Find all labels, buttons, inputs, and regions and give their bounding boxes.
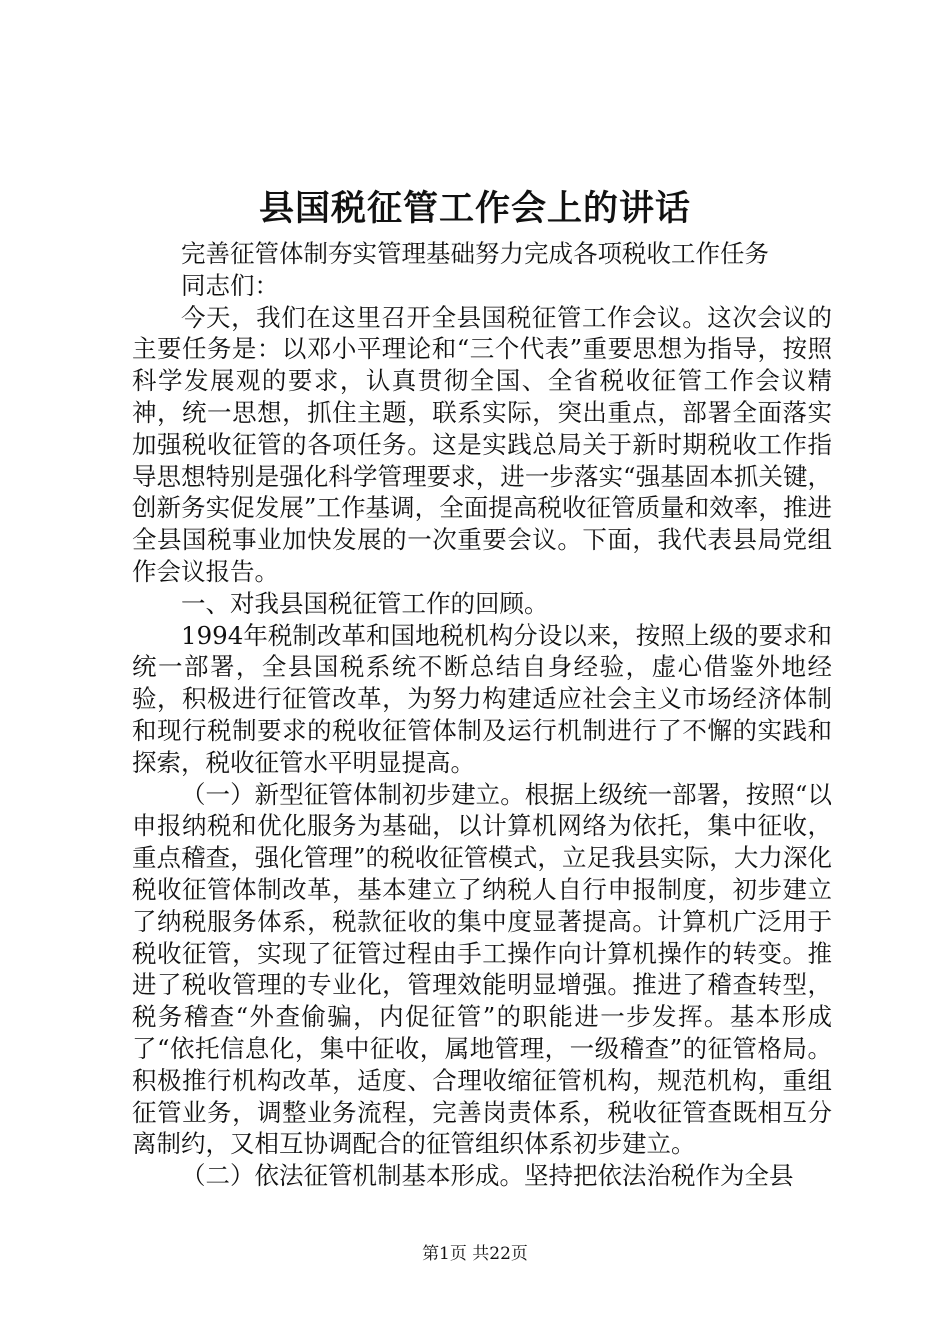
paragraph: （一）新型征管体制初步建立。根据上级统一部署，按照“以申报纳税和优化服务为基础，以计算机网络为依托，集中征收，重点稽查，强化管理”的税收征管模式，立足我县实际，大力深化税收征管体制改革，基本建立了纳税人自行申报制度，初步建立了纳税服务体系，税款征收的集中度显著提高。计算机广泛用于税收征管，实现了征管过程由手工操作向计算机操作的转变。推进了税收管理的专业化，管理效能明显增强。推进了稽查转型，税务稽查“外查偷骗，内促征管”的职能进一步发挥。基本形成了“依托信息化，集中征收，属地管理，一级稽查”的征管格局。积极推行机构改革，适度、合理收缩征管机构，规范机构，重组征管业务，调整业务流程，完善岗责体系，税收征管查既相互分离制约，又相互协调配合的征管组织体系初步建立。 <box>132 779 832 1159</box>
paragraph: （二）依法征管机制基本形成。坚持把依法治税作为全县 <box>181 1161 794 1191</box>
paragraph: 1994年税制改革和国地税机构分设以来，按照上级的要求和统一部署，全县国税系统不断总结自身经验，虚心借鉴外地经验，积极进行征管改革，为努力构建适应社会主义市场经济体制和现行税制要求的税收征管体制及运行机制进行了不懈的实践和探索，税收征管水平明显提高。 <box>132 620 832 777</box>
document-body <box>132 238 832 1192</box>
section-heading: 一、对我县国税征管工作的回顾。 <box>181 588 549 618</box>
paragraph: 今天，我们在这里召开全县国税征管工作会议。这次会议的主要任务是：以邓小平理论和“三个代表”重要思想为指导，按照科学发展观的要求，认真贯彻全国、全省税收征管工作会议精神，统一思想，抓住主题，联系实际，突出重点，部署全面落实加强税收征管的各项任务。这是实践总局关于新时期税收工作指导思想特别是强化科学管理要求，进一步落实“强基固本抓关键，创新务实促发展”工作基调，全面提高税收征管质量和效率，推进全县国税事业加快发展的一次重要会议。下面，我代表县局党组作会议报告。 <box>132 302 832 586</box>
salutation: 同志们： <box>181 270 279 300</box>
document-title: 县国税征管工作会上的讲话 <box>258 188 691 229</box>
document-subtitle: 完善征管体制夯实管理基础努力完成各项税收工作任务 <box>181 239 769 268</box>
page-footer: 第1页 共22页 <box>422 1244 528 1264</box>
